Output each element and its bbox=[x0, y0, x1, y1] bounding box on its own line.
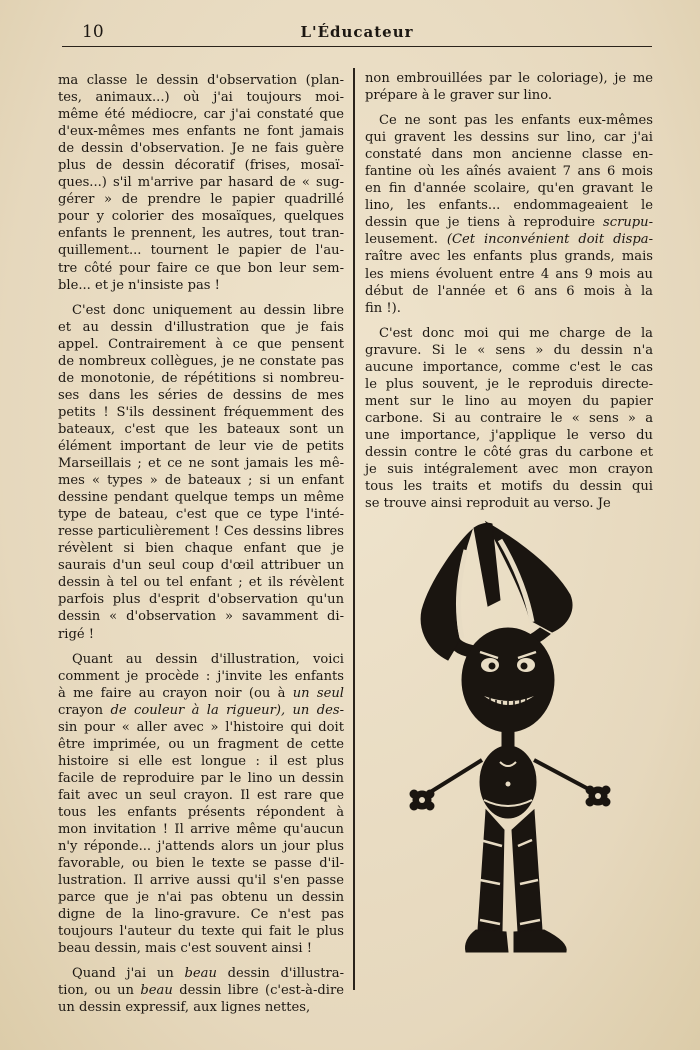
text-line bbox=[365, 231, 653, 248]
text-line bbox=[58, 574, 344, 591]
text-segment: aucune importance, comme c'est le cas bbox=[365, 359, 653, 375]
text-segment: raître avec les enfants plus grands, mais bbox=[365, 249, 653, 265]
text-line bbox=[58, 787, 344, 804]
text-segment: toujours l'auteur du texte qui fait le plus bbox=[58, 924, 344, 940]
text-line bbox=[58, 242, 344, 259]
text-line bbox=[58, 489, 344, 506]
text-line bbox=[365, 266, 653, 283]
text-segment: Marseillais ; et ce ne sont jamais les mê- bbox=[58, 456, 344, 472]
text-segment: en fin d'année scolaire, qu'en gravant le bbox=[365, 181, 653, 197]
text-line bbox=[58, 302, 344, 319]
text-segment: Ce ne sont pas les enfants eux-mêmes bbox=[379, 113, 653, 129]
text-segment: tion, ou un bbox=[58, 983, 141, 999]
text-line bbox=[58, 965, 344, 982]
text-line bbox=[58, 838, 344, 855]
text-line bbox=[365, 214, 653, 231]
text-segment: dessin à tel ou tel enfant ; et ils révèlent bbox=[58, 575, 344, 591]
text-line bbox=[365, 342, 653, 359]
text-line bbox=[58, 982, 344, 999]
text-line bbox=[58, 855, 344, 872]
text-segment: dessin d'illustra- bbox=[216, 966, 344, 982]
text-line bbox=[365, 180, 653, 197]
text-segment: parce que je n'ai pas obtenu un dessin bbox=[58, 890, 344, 906]
text-line bbox=[365, 146, 653, 163]
text-segment: dessin que je tiens à reproduire bbox=[365, 215, 604, 231]
text-line bbox=[58, 370, 344, 387]
text-line bbox=[58, 72, 344, 89]
text-line bbox=[365, 359, 653, 376]
text-segment: C'est donc moi qui me charge de la bbox=[379, 325, 653, 341]
text-segment: gérer » de prendre le papier quadrillé bbox=[58, 192, 344, 208]
text-line bbox=[58, 89, 344, 106]
text-segment: d'eux-mêmes mes enfants ne font jamais bbox=[58, 124, 344, 140]
text-segment: C'est donc uniquement au dessin libre bbox=[72, 302, 344, 318]
text-line bbox=[58, 804, 344, 821]
italic-text: scrupu- bbox=[603, 215, 653, 231]
italic-text: de couleur à la rigueur), un des- bbox=[103, 702, 344, 718]
text-line bbox=[365, 461, 653, 478]
text-segment: début de l'année et 6 ans 6 mois à la bbox=[365, 283, 653, 299]
text-line bbox=[58, 923, 344, 940]
italic-text: beau bbox=[140, 983, 173, 999]
text-segment: bateaux, c'est que les bateaux sont un bbox=[58, 421, 344, 437]
text-segment: favorable, ou bien le texte se passe d'il- bbox=[58, 856, 344, 872]
text-segment: à me faire au crayon noir (ou à bbox=[58, 685, 293, 701]
paragraph bbox=[365, 112, 653, 317]
text-segment: mon invitation ! Il arrive même qu'aucun bbox=[58, 822, 344, 838]
text-line bbox=[365, 300, 653, 317]
text-segment: tes, animaux...) où j'ai toujours moi- bbox=[58, 90, 344, 106]
text-line bbox=[58, 277, 344, 294]
text-line bbox=[58, 940, 344, 957]
text-segment: beau dessin, mais c'est souvent ainsi ! bbox=[58, 941, 312, 957]
linocut-illustration bbox=[400, 500, 640, 990]
column-divider bbox=[353, 68, 355, 990]
text-line bbox=[58, 719, 344, 736]
page-number: 10 bbox=[82, 22, 104, 42]
text-segment: dessin contre le côté gras du carbone et bbox=[365, 444, 653, 460]
left-column bbox=[58, 72, 344, 1025]
text-line bbox=[58, 472, 344, 489]
right-column bbox=[365, 70, 653, 520]
text-segment: crayon bbox=[58, 702, 104, 718]
text-line bbox=[365, 410, 653, 427]
text-line bbox=[58, 626, 344, 643]
text-segment: saurais d'un seul coup d'œil attribuer un bbox=[58, 558, 344, 574]
paragraph bbox=[365, 70, 653, 104]
paragraph bbox=[58, 651, 344, 958]
text-segment: de monotonie, de répétitions si nombreu- bbox=[58, 370, 344, 386]
text-segment: tous les traits et motifs du dessin qui bbox=[365, 479, 653, 495]
text-line bbox=[58, 736, 344, 753]
text-segment: je suis intégralement avec mon crayon bbox=[365, 462, 653, 478]
text-segment: Quant au dessin d'illustration, voici bbox=[72, 651, 344, 667]
text-segment: de nombreux collègues, je ne constate pas bbox=[58, 353, 344, 369]
running-title: L'Éducateur bbox=[300, 23, 414, 41]
text-segment: mes « types » de bateaux ; si un enfant bbox=[58, 473, 344, 489]
text-segment: même été médiocre, car j'ai constaté que bbox=[58, 107, 344, 123]
text-segment: enfants le prennent, les autres, tout tran- bbox=[58, 226, 344, 242]
text-segment: histoire si elle est longue : il est plus bbox=[58, 753, 344, 769]
text-line bbox=[58, 506, 344, 523]
text-segment: sin pour « aller avec » l'histoire qui doit bbox=[58, 719, 344, 735]
text-segment: petits ! S'ils dessinent fréquemment des bbox=[58, 404, 344, 420]
text-segment: lino, les enfants... endommageaient le bbox=[365, 198, 653, 214]
paragraph bbox=[58, 965, 344, 1016]
text-line bbox=[58, 123, 344, 140]
text-line bbox=[58, 336, 344, 353]
text-line bbox=[58, 872, 344, 889]
text-segment: révèlent si bien chaque enfant que je bbox=[58, 541, 344, 557]
text-segment: gravure. Si le « sens » du dessin n'a bbox=[365, 342, 653, 358]
text-segment: constaté dans mon ancienne classe en- bbox=[365, 147, 653, 163]
text-segment: le plus souvent, je le reproduis directe- bbox=[365, 376, 653, 392]
text-line bbox=[58, 608, 344, 625]
text-line bbox=[365, 427, 653, 444]
text-line bbox=[58, 353, 344, 370]
text-line bbox=[365, 197, 653, 214]
text-segment: leusement. bbox=[365, 232, 438, 248]
text-line bbox=[58, 523, 344, 540]
italic-text: beau bbox=[184, 966, 217, 982]
text-segment: resse particulièrement ! Ces dessins libres bbox=[58, 524, 344, 540]
paragraph bbox=[58, 302, 344, 643]
text-segment: Quand j'ai un bbox=[72, 966, 185, 982]
text-line bbox=[58, 106, 344, 123]
italic-text: (Cet inconvénient doit dispa- bbox=[437, 232, 653, 248]
text-segment: type de bateau, c'est que ce type l'inté- bbox=[58, 507, 344, 523]
text-line bbox=[58, 225, 344, 242]
text-line bbox=[365, 248, 653, 265]
text-line bbox=[58, 651, 344, 668]
text-segment: se trouve ainsi reproduit au verso. Je bbox=[365, 496, 611, 512]
text-segment: quillement... tournent le papier de l'au- bbox=[58, 243, 344, 259]
text-line bbox=[58, 753, 344, 770]
text-line bbox=[365, 87, 653, 104]
paragraph bbox=[58, 72, 344, 294]
text-segment: plus de dessin décoratif (frises, mosaï- bbox=[58, 158, 344, 174]
text-segment: digne de la lino-gravure. Ce n'est pas bbox=[58, 907, 344, 923]
text-line bbox=[58, 191, 344, 208]
text-segment: facile de reproduire par le lino un dessin bbox=[58, 770, 344, 786]
text-segment: non embrouillées par le coloriage), je me bbox=[365, 71, 653, 86]
text-segment: n'y réponde... j'attends alors un jour plus bbox=[58, 839, 344, 855]
text-segment: rigé ! bbox=[58, 626, 95, 642]
text-line bbox=[58, 260, 344, 277]
text-line bbox=[365, 112, 653, 129]
text-line bbox=[365, 70, 653, 87]
italic-text: un seul bbox=[292, 685, 344, 701]
text-line bbox=[365, 163, 653, 180]
text-segment: appel. Contrairement à ce que pensent bbox=[58, 336, 344, 352]
text-segment: et au dessin d'illustration que je fais bbox=[58, 319, 344, 335]
text-segment: ble... et je n'insiste pas ! bbox=[58, 277, 220, 293]
text-line bbox=[58, 174, 344, 191]
text-segment: une importance, j'applique le verso du bbox=[365, 427, 653, 443]
paragraph bbox=[365, 325, 653, 513]
text-segment: tre côté pour faire ce que bon leur sem- bbox=[58, 260, 344, 276]
text-line bbox=[58, 685, 344, 702]
text-line bbox=[58, 157, 344, 174]
page-header bbox=[62, 20, 652, 47]
text-line bbox=[58, 821, 344, 838]
text-segment: fait avec un seul crayon. Il est rare que bbox=[58, 787, 344, 803]
text-line bbox=[58, 319, 344, 336]
text-line bbox=[58, 906, 344, 923]
text-segment: dessin libre (c'est-à-dire bbox=[172, 983, 344, 999]
text-segment: pour y colorier des mosaïques, quelques bbox=[58, 209, 344, 225]
text-segment: un dessin expressif, aux lignes nettes, bbox=[58, 1000, 311, 1016]
text-segment: les miens évoluent entre 4 ans 9 mois au bbox=[365, 266, 653, 282]
linocut-child-figure-icon bbox=[400, 500, 640, 990]
text-line bbox=[58, 140, 344, 157]
text-line bbox=[58, 668, 344, 685]
text-segment: élément important de leur vie de petits bbox=[58, 438, 344, 454]
text-segment: lustration. Il arrive aussi qu'il s'en passe bbox=[58, 873, 344, 889]
text-line bbox=[58, 557, 344, 574]
text-line bbox=[365, 444, 653, 461]
text-line bbox=[365, 129, 653, 146]
text-line bbox=[365, 325, 653, 342]
text-line bbox=[58, 387, 344, 404]
text-segment: ques...) s'il m'arrive par hasard de « sug- bbox=[58, 175, 344, 191]
text-segment: fin !). bbox=[365, 300, 401, 316]
text-line bbox=[58, 889, 344, 906]
text-segment: parfois plus d'esprit d'observation qu'un bbox=[58, 592, 344, 608]
text-line bbox=[58, 540, 344, 557]
text-segment: ment sur le lino au moyen du papier bbox=[365, 393, 653, 409]
text-segment: prépare à le graver sur lino. bbox=[365, 88, 553, 104]
text-segment: comment je procède : j'invite les enfants bbox=[58, 668, 344, 684]
text-line bbox=[58, 421, 344, 438]
text-segment: ma classe le dessin d'observation (plan- bbox=[58, 73, 344, 88]
text-line bbox=[365, 283, 653, 300]
text-segment: carbone. Si au contraire le « sens » a bbox=[365, 410, 653, 426]
text-line bbox=[58, 404, 344, 421]
text-segment: ses dans les séries de dessins de mes bbox=[58, 387, 344, 403]
text-segment: dessine pendant quelque temps un même bbox=[58, 490, 344, 506]
text-segment: fantine où les aînés avaient 7 ans 6 mois bbox=[365, 164, 653, 180]
text-segment: qui gravent les dessins sur lino, car j'ai bbox=[365, 130, 653, 146]
text-line bbox=[365, 376, 653, 393]
text-segment: de dessin d'observation. Je ne fais guère bbox=[58, 141, 344, 157]
text-line bbox=[365, 393, 653, 410]
text-line bbox=[58, 591, 344, 608]
text-line bbox=[58, 208, 344, 225]
text-segment: tous les enfants présents répondent à bbox=[58, 804, 344, 820]
text-line bbox=[58, 702, 344, 719]
text-line bbox=[58, 999, 344, 1016]
text-line bbox=[58, 455, 344, 472]
text-line bbox=[58, 770, 344, 787]
text-segment: dessin « d'observation » savamment di- bbox=[58, 609, 344, 625]
text-segment: être imprimée, ou un fragment de cette bbox=[58, 736, 344, 752]
text-line bbox=[365, 478, 653, 495]
text-line bbox=[58, 438, 344, 455]
